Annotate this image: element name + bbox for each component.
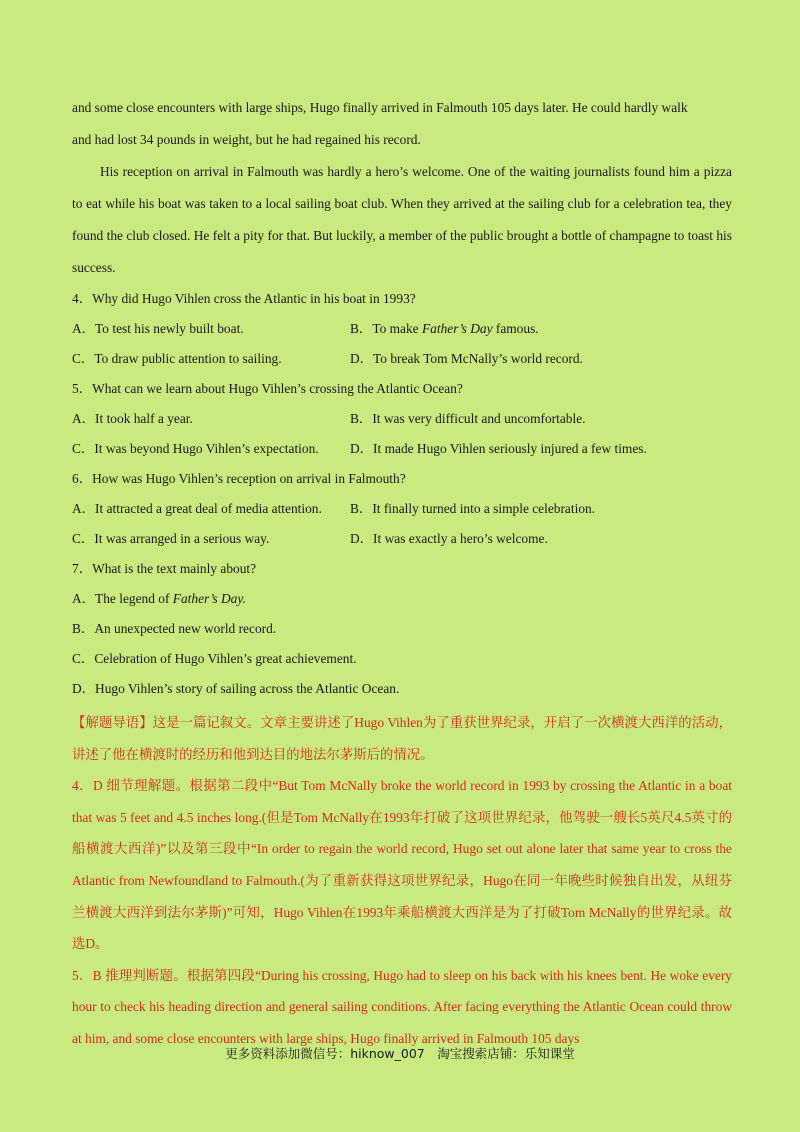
option-a: A．It attracted a great deal of media attention. [72,501,322,516]
option-b: B．An unexpected new world record. [72,621,277,636]
option-grid [72,494,732,554]
page-footer: 更多资料添加微信号：hiknow_007 淘宝搜索店铺：乐知课堂 [225,1046,575,1061]
passage [72,92,732,284]
option-d: D．It made Hugo Vihlen seriously injured a few times. [350,441,647,456]
passage-line: and some close encounters with large ships, Hugo finally arrived in Falmouth 105 days later. He could hardly walk [72,100,688,115]
document-page [72,92,732,1055]
option-c: C．To draw public attention to sailing. [72,351,282,366]
question-stem: 6．How was Hugo Vihlen’s reception on arrival in Falmouth? [72,471,406,486]
option-b: B．It was very difficult and uncomfortable. [350,411,586,426]
option-b: B．It finally turned into a simple celebration. [350,501,596,516]
question-6 [72,464,732,554]
option-a: A．It took half a year. [72,411,193,426]
option-c: C．It was beyond Hugo Vihlen’s expectation. [72,441,319,456]
analysis-intro: 【解题导语】这是一篇记叙文。文章主要讲述了Hugo Vihlen为了重获世界纪录，开启了一次横渡大西洋的活动，讲述了他在横渡时的经历和他到达目的地法尔茅斯后的情况。 [72,715,732,762]
option-grid [72,314,732,374]
option-b: B．To make Father’s Day famous. [350,321,539,336]
question-7 [72,554,732,704]
question-5 [72,374,732,464]
option-d: D．To break Tom McNally’s world record. [350,351,583,366]
option-a: A．The legend of Father’s Day. [72,591,246,606]
passage-paragraph: His reception on arrival in Falmouth was hardly a hero’s welcome. One of the waiting journalists found him a pizza to eat while his boat was taken to a local sailing boat club. When they arrived at the sailing club for a celebration tea, they found the club closed. He felt a pity for that. But luckily, a member of the public brought a bottle of champagne to toast his success. [72,164,732,275]
option-c: C．It was arranged in a serious way. [72,531,270,546]
option-d: D．Hugo Vihlen’s story of sailing across the Atlantic Ocean. [72,681,400,696]
option-grid [72,404,732,464]
answer-analysis [72,707,732,1055]
question-stem: 5．What can we learn about Hugo Vihlen’s crossing the Atlantic Ocean? [72,381,463,396]
analysis-answer-4: 4．D 细节理解题。根据第二段中“But Tom McNally broke the world record in 1993 by crossing the Atlantic in a boat that was 5 feet and 4.5 inches long.(但是Tom McNally在1993年打破了这项世界纪录，他驾驶一艘长5英尺4.5英寸的船横渡大西洋)”以及第三段中“In order to regain the world record, Hugo set out alone later that same year to cross the Atlantic from Newfoundland to Falmouth.(为了重新获得这项世界纪录，Hugo在同一年晚些时候独自出发，从纽芬兰横渡大西洋到法尔茅斯)”可知，Hugo Vihlen在1993年乘船横渡大西洋是为了打破Tom McNally的世界纪录。故选D。 [72,778,732,952]
option-a: A．To test his newly built boat. [72,321,244,336]
passage-line: and had lost 34 pounds in weight, but he had regained his record. [72,132,421,147]
analysis-answer-5: 5．B 推理判断题。根据第四段“During his crossing, Hugo had to sleep on his back with his knees bent. He woke every hour to check his heading direction and general sailing conditions. After facing everything the Atlantic Ocean could throw at him, and some close encounters with large ships, Hugo finally arrived in Falmouth 105 days [72,967,732,1046]
question-stem: 4．Why did Hugo Vihlen cross the Atlantic in his boat in 1993? [72,291,416,306]
question-4 [72,284,732,374]
option-c: C．Celebration of Hugo Vihlen’s great achievement. [72,651,357,666]
question-stem: 7．What is the text mainly about? [72,561,257,576]
option-d: D．It was exactly a hero’s welcome. [350,531,548,546]
